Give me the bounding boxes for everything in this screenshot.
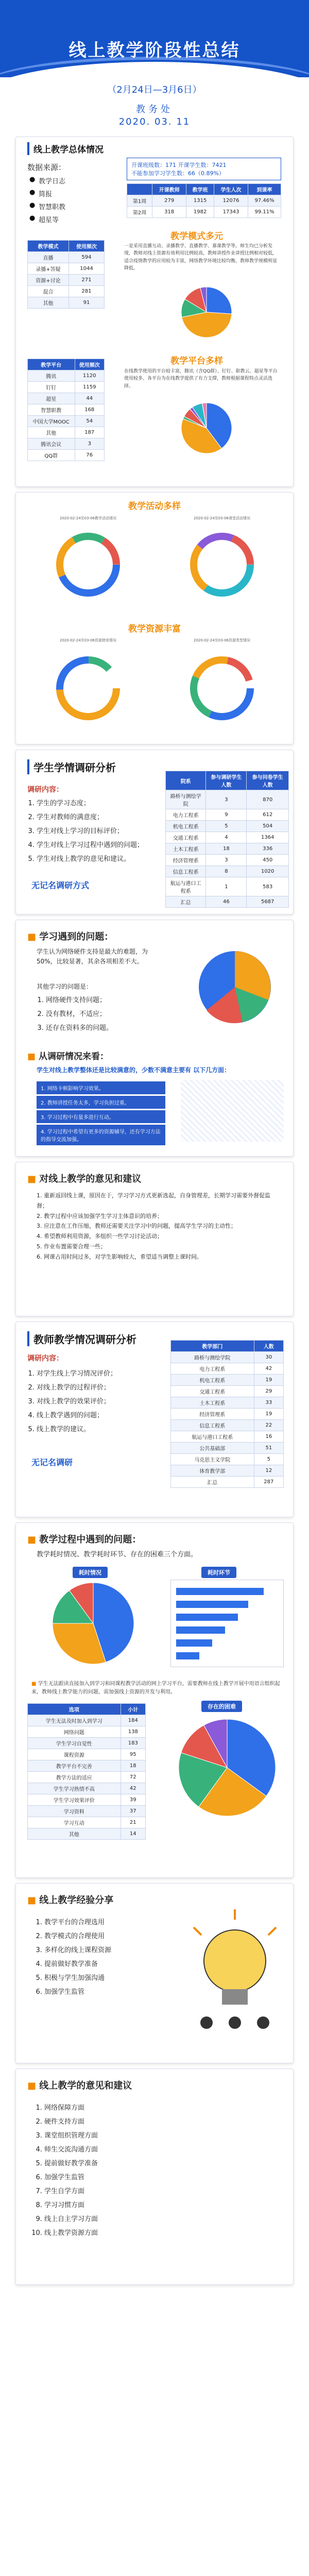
teacher-survey-section — [0, 1321, 309, 1522]
publish-date: 2020. 03. 11 — [118, 116, 191, 127]
advice-section — [0, 2069, 309, 2290]
source-item: ● 教学日志 — [29, 174, 65, 187]
table-row: 马克思主义学院 5 — [171, 1454, 284, 1465]
chart-label: 耗时情况 — [73, 1567, 108, 1578]
chart-title: 2020-02-24至03-06课堂活动情况 — [193, 516, 251, 520]
list-item: 2. 学生对教师的满意度； — [37, 809, 155, 823]
list-item: 4. 希望教师利用资源，多组织一些学习讨论活动； — [37, 1233, 163, 1240]
table-row: 汇总 287 — [171, 1477, 284, 1488]
bar — [176, 1614, 238, 1621]
feedback-item: 2. 教师讲授任务太多，学习负担过重。 — [37, 1096, 165, 1109]
source-label: 数据来源： — [27, 163, 66, 172]
overview-section — [0, 137, 309, 492]
cover-header — [0, 0, 309, 137]
organization: 教务处 — [136, 104, 173, 115]
experience-heading: ■ 线上教学经验分享 — [27, 1895, 114, 1906]
lightbulb-illustration — [186, 1909, 284, 2043]
content-label: 调研内容： — [27, 786, 63, 794]
platform-heading: 教学平台多样 — [170, 356, 223, 366]
feedback-heading: ■ 从调研情况来看： — [27, 1052, 109, 1062]
bar — [176, 1601, 248, 1608]
suggestions-section — [0, 1162, 309, 1321]
list-item: 4. 线上教学遇到的问题； — [37, 1408, 155, 1421]
list-item: 5. 线上教学的建议。 — [37, 1421, 155, 1435]
table-row: 经济管理系 3 450 — [166, 855, 289, 866]
list-item: 4. 学生对线上学习过程中遇到的问题； — [37, 837, 155, 851]
table-row: 课程资源 95 — [28, 1749, 146, 1760]
list-item: 6. 网课占用时间过多，对学生影响较大，希望适当调整上课时间。 — [37, 1253, 202, 1260]
table-row: 汇总 46 5687 — [166, 896, 289, 908]
table-row: 土木工程系 33 — [171, 1397, 284, 1409]
resource-heading: 教学资源丰富 — [128, 624, 181, 634]
source-list — [29, 174, 65, 226]
problem-list — [46, 992, 113, 1034]
table-row: 学习互动 21 — [28, 1817, 146, 1828]
feedback-illustration — [181, 1080, 284, 1142]
table-row: 公共基础部 51 — [171, 1443, 284, 1454]
table-row: 电力工程系 42 — [171, 1363, 284, 1375]
table-row: 资源+讨论 271 — [28, 275, 105, 286]
chart-title: 2020-02-24至03-06资源使用情况 — [59, 638, 117, 642]
feedback-item: 1. 网络卡顿影响学习效果。 — [37, 1081, 165, 1094]
list-item: 2. 教学过程中应该加强学生学习主体意识的培养； — [37, 1212, 163, 1219]
list-item: 2. 对线上教学的过程评价； — [37, 1380, 155, 1394]
overview-heading: 线上教学总体情况 — [27, 142, 104, 155]
table-row: 网络问题 138 — [28, 1726, 146, 1738]
summary-line: 不能参加学习学生数：66（0.89%） — [131, 170, 225, 177]
table-row: 学习资料 37 — [28, 1806, 146, 1817]
table-row: 经济管理系 19 — [171, 1409, 284, 1420]
teacher-problems-section — [0, 1522, 309, 1883]
mode-text: 一是采用直播互动、录播教学、直播教学、慕课教学等。师生均已分析发现，教师对线上资源有效利用比例较高，教师讲授作业讲授比例相对较低，适合疫情教学的应用较为丰富，网络教学环境比较均衡，教师教学规模明显降低。 — [124, 244, 278, 272]
summary-box — [127, 158, 281, 180]
table-row: 教学方法的适应 72 — [28, 1772, 146, 1783]
source-item: ● 超星等 — [29, 213, 65, 226]
table-row: 第1周 279 1315 12076 97.46% — [127, 195, 281, 207]
problems-heading: ■ 学习遇到的问题： — [27, 931, 114, 942]
advice-heading: ■ 线上教学的意见和建议 — [27, 2080, 132, 2091]
activity-section — [0, 492, 309, 750]
student-table: 院系 参与调研学生人数 参与问卷学生人数 路桥与测绘学院 3 870 电力工程系 9 612 机电工程系 5 504 交通工程系 4 1364 土木工程系 18 336 经济管理系 3 450 信息工程系 8 1020 航运与港口工程系 1 583 汇总 46 5687 — [165, 771, 289, 908]
list-item: 5. 学生对线上教学的意见和建议。 — [37, 851, 155, 865]
table-row: 教学平台不完善 18 — [28, 1760, 146, 1772]
table-row: 信息工程系 22 — [171, 1420, 284, 1431]
table-row: 学生学习热情不高 42 — [28, 1783, 146, 1794]
list-item: 3. 学生对线上学习的目标评价； — [37, 823, 155, 837]
table-row: QQ群 76 — [28, 450, 105, 461]
summary-line: 开课班级数：171 开课学生数：7421 — [131, 162, 227, 168]
list-item: 4. 提前做好教学准备 — [44, 1956, 111, 1970]
table-row: 钉钉 1159 — [28, 382, 105, 393]
feedback-item: 4. 学习过程中希望有更多的资源辅导，还有学习方法的指导交流加强。 — [37, 1125, 165, 1145]
table-row: 路桥与测绘学院 30 — [171, 1352, 284, 1363]
platform-table: 教学平台 使用频次 腾讯 1120 钉钉 1159 超星 44 智慧职教 168 中国大学MOOC 54 其他 187 腾讯会议 3 QQ群 76 — [27, 359, 105, 461]
list-item: 3. 对线上教学的效果评价； — [37, 1394, 155, 1408]
date-range: （2月24日—3月6日） — [107, 84, 202, 95]
page-title: 线上教学阶段性总结 — [68, 40, 241, 61]
experience-section — [0, 1883, 309, 2069]
table-row: 录播+答疑 1044 — [28, 263, 105, 275]
suggestions-heading: ■ 对线上教学的意见和建议 — [27, 1174, 142, 1184]
survey-method: 无记名调研 — [31, 1458, 73, 1467]
teacher-problems-lead: 教学耗时情况、教学耗时环节、存在的困难三个方面。 — [37, 1551, 198, 1558]
table-row: 学生学习效果评价 39 — [28, 1794, 146, 1806]
feedback-list — [37, 1080, 165, 1147]
table-row: 交通工程系 4 1364 — [166, 832, 289, 843]
feedback-text: 学生对线上教学整体还是比较满意的，少数不满意主要有 以下几方面： — [37, 1066, 231, 1074]
list-item: 3. 应注意在工作压缩，教师还需要关注学习中的问题，提高学生学习的主动性； — [37, 1223, 236, 1230]
suggestion-list — [37, 1191, 278, 1262]
teacher-survey-items — [37, 1366, 155, 1435]
bar — [176, 1626, 225, 1634]
table-row: 交通工程系 29 — [171, 1386, 284, 1397]
table-row: 土木工程系 18 336 — [166, 843, 289, 855]
chart-label: 耗时环节 — [201, 1567, 236, 1578]
list-item: 8. 学习习惯方面 — [44, 2197, 98, 2211]
square-bullet-icon: ■ — [27, 1052, 39, 1062]
table-row: 其他 187 — [28, 427, 105, 438]
list-item: 2. 硬件支持方面 — [44, 2114, 98, 2128]
table-row: 腾讯 1120 — [28, 370, 105, 382]
list-item: 6. 加强学生监管 — [44, 2170, 98, 2183]
time-pie-chart — [47, 1580, 140, 1667]
table-row: 直播 594 — [28, 252, 105, 263]
list-item: 2. 教学模式的合理使用 — [44, 1928, 111, 1942]
list-item: 4. 师生交流沟通方面 — [44, 2142, 98, 2156]
list-item: 1. 对学生线上学习情况评价； — [37, 1366, 155, 1380]
feedback-item: 3. 学习过程中有量多进行互动。 — [37, 1110, 165, 1123]
teacher-problems-heading: ■ 教学过程中遇到的问题： — [27, 1534, 142, 1545]
activity-heading: 教学活动多样 — [128, 501, 181, 512]
source-item: ● 简报 — [29, 187, 65, 200]
list-item: 5. 作业布置需要合理一些； — [37, 1243, 106, 1250]
survey-method: 无记名调研方式 — [31, 880, 90, 890]
problems-lead: 学生认为网络硬件支持是最大的难题，为50%，比较显著，其余各项相差不大。 — [37, 948, 148, 965]
table-row: 航运与港口工程系 1 583 — [166, 877, 289, 896]
table-row: 学生学习自觉性 183 — [28, 1738, 146, 1749]
square-bullet-icon: ■ — [27, 1534, 40, 1545]
bar — [176, 1652, 199, 1659]
square-bullet-icon: ■ — [27, 931, 40, 942]
advice-list — [44, 2100, 98, 2239]
activity-donut-chart — [31, 523, 145, 606]
list-item: 10. 线上教学资源方面 — [44, 2225, 98, 2239]
teacher-problem-note: ■ 学生无法跟读直接加入到学习和同课程教学活动的网上学习平台，需要教师在线上教学开展中用语言组织起来，教师线上教学能力的问题，需加强线上资源的开发与利用。 — [31, 1681, 280, 1695]
student-survey-heading: 学生学情调研分析 — [27, 759, 116, 774]
table-row: 其他 91 — [28, 297, 105, 309]
chart-title: 2020-02-24至03-06教学活动情况 — [59, 516, 117, 520]
bar — [176, 1639, 212, 1647]
pie-slice — [207, 287, 232, 314]
table-row: 超星 44 — [28, 393, 105, 404]
table-row: 混合 281 — [28, 286, 105, 297]
difficulty-table: 选项 小计 学生无法及时加入到学习 184 网络问题 138 学生学习自觉性 183 课程资源 95 教学平台不完善 18 教学方法的适应 72 学生学习热情不高 42 学生学习效果评价 39 学习资料 37 学习互动 21 其他 14 — [27, 1703, 146, 1840]
table-row: 第2周 318 1982 17343 99.11% — [127, 207, 281, 218]
table-row: 其他 14 — [28, 1828, 146, 1840]
chart-title: 2020-02-24至03-06资源类型情况 — [193, 638, 251, 642]
table-row: 路桥与测绘学院 3 870 — [166, 790, 289, 809]
list-item: 1. 学生的学习态度； — [37, 795, 155, 809]
other-label: 其他学习的问题是： — [37, 983, 93, 990]
list-item: 7. 学生自学方面 — [44, 2183, 98, 2197]
table-row: 腾讯会议 3 — [28, 438, 105, 450]
list-item: 5. 积极与学生加强沟通 — [44, 1970, 111, 1984]
platform-pie-chart — [170, 400, 243, 456]
list-item: 3. 课堂组织管理方面 — [44, 2128, 98, 2142]
square-bullet-icon: ■ — [27, 1174, 40, 1184]
resource-donut-chart — [31, 647, 145, 730]
list-item: 6. 加强学生监管 — [44, 1984, 111, 1998]
pie-slice — [182, 312, 232, 337]
chart-label: 存在的困难 — [201, 1701, 242, 1712]
experience-list — [44, 1914, 111, 1998]
list-item: 3. 还存在资料多的问题。 — [46, 1020, 113, 1034]
list-item: 2. 没有教材，不适应； — [46, 1006, 113, 1020]
platform-text: 在线教学使用的平台较丰富，腾讯（含QQ群）、钉钉、职教云、超星等平台使用较多。各平台为在线教学提供了有力支撑，教师根据课程特点灵活选择。 — [124, 369, 278, 389]
table-row: 体育教学部 12 — [171, 1465, 284, 1477]
content-label: 调研内容： — [27, 1354, 63, 1363]
teacher-table: 教学部门 人数 路桥与测绘学院 30 电力工程系 42 机电工程系 19 交通工程系 29 土木工程系 33 经济管理系 19 信息工程系 22 航运与港口工程系 16 公共基础部 51 马克思主义学院 5 体育教学部 12 汇总 287 — [170, 1340, 284, 1488]
student-problems-section — [0, 920, 309, 1162]
classroom-donut-chart — [165, 523, 279, 606]
list-item: 1. 重新返回线上课，原因在于，学习学习方式更新选起，自身管理差，长期学习需要外督促监督； — [37, 1192, 270, 1209]
weekly-table: 开课教师 教学班 学生人次 到课率 第1周 279 1315 12076 97.46% 第2周 318 1982 17343 99.11% — [127, 183, 281, 218]
list-item: 3. 多样化的线上课程资源 — [44, 1942, 111, 1956]
mode-heading: 教学模式多元 — [170, 231, 223, 242]
list-item: 9. 线上自主学习方面 — [44, 2211, 98, 2225]
survey-items — [37, 795, 155, 865]
teacher-survey-heading: 教师教学情况调研分析 — [27, 1331, 136, 1346]
mode-table: 教学模式 使用频次 直播 594 录播+答疑 1044 资源+讨论 271 混合 281 其他 91 — [27, 240, 105, 309]
table-row: 学生无法及时加入到学习 184 — [28, 1715, 146, 1726]
source-item: ● 智慧职教 — [29, 200, 65, 213]
mode-pie-chart — [170, 284, 243, 341]
table-row: 机电工程系 19 — [171, 1375, 284, 1386]
difficulty-pie-chart — [170, 1716, 284, 1819]
square-bullet-icon: ■ — [31, 1681, 38, 1687]
list-item: 5. 提前做好教学准备 — [44, 2156, 98, 2170]
problems-pie-chart — [186, 941, 284, 1033]
resource-type-donut-chart — [165, 647, 279, 730]
square-bullet-icon: ■ — [27, 2080, 40, 2091]
time-bar-chart — [170, 1580, 284, 1667]
table-row: 机电工程系 5 504 — [166, 821, 289, 832]
student-survey-section — [0, 750, 309, 920]
table-row: 智慧职教 168 — [28, 404, 105, 416]
table-row: 航运与港口工程系 16 — [171, 1431, 284, 1443]
table-row: 信息工程系 8 1020 — [166, 866, 289, 877]
square-bullet-icon: ■ — [27, 1895, 40, 1906]
list-item: 1. 教学平台的合理选用 — [44, 1914, 111, 1928]
table-row: 电力工程系 9 612 — [166, 809, 289, 821]
list-item: 1. 网络保障方面 — [44, 2100, 98, 2114]
list-item: 1. 网络硬件支持问题； — [46, 992, 113, 1006]
table-row: 中国大学MOOC 54 — [28, 416, 105, 427]
bar — [176, 1588, 264, 1595]
